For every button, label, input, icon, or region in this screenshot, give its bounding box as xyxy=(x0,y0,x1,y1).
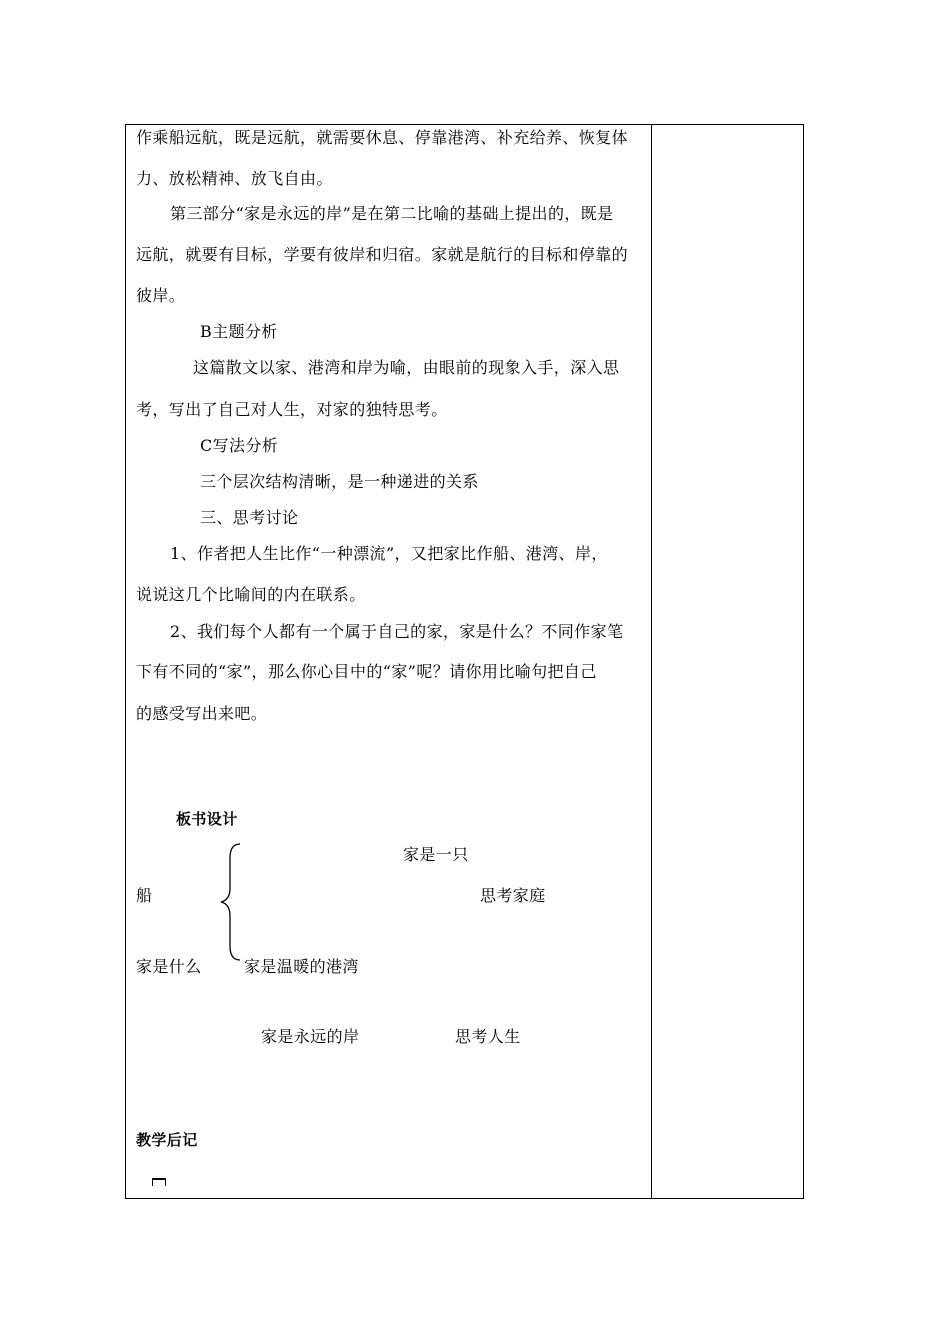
board-think-life: 思考人生 xyxy=(455,1027,521,1046)
board-shore: 家是永远的岸 xyxy=(261,1027,360,1046)
text-line: 说说这几个比喻间的内在联系。 xyxy=(136,585,366,604)
section-heading: B主题分析 xyxy=(200,322,278,341)
board-boat: 船 xyxy=(136,886,153,905)
curly-brace-icon xyxy=(218,842,248,962)
board-what-is-home: 家是什么 xyxy=(136,957,202,976)
text-line: 力、放松精神、放飞自由。 xyxy=(136,169,333,188)
column-divider xyxy=(651,124,652,1199)
afterword-heading: 教学后记 xyxy=(136,1131,198,1149)
text-line: 第三部分“家是永远的岸”是在第二比喻的基础上提出的，既是 xyxy=(170,204,614,223)
text-line: 的感受写出来吧。 xyxy=(136,704,268,723)
section-heading: 三、思考讨论 xyxy=(200,508,299,527)
board-think-family: 思考家庭 xyxy=(480,886,546,905)
board-harbor: 家是温暖的港湾 xyxy=(244,957,359,976)
page-fragment-mark xyxy=(152,1178,166,1186)
text-line: 三个层次结构清晰，是一种递进的关系 xyxy=(200,472,479,491)
text-line: 作乘船远航，既是远航，就需要休息、停靠港湾、补充给养、恢复体 xyxy=(136,128,629,147)
question-1: 1、作者把人生比作“一种漂流”，又把家比作船、港湾、岸， xyxy=(170,544,608,563)
text-line: 这篇散文以家、港湾和岸为喻，由眼前的现象入手，深入思 xyxy=(193,358,620,377)
text-line: 考，写出了自己对人生，对家的独特思考。 xyxy=(136,400,448,419)
text-line: 下有不同的“家”，那么你心目中的“家”呢？请你用比喻句把自己 xyxy=(136,662,597,681)
text-line: 彼岸。 xyxy=(136,286,186,305)
board-home-a: 家是一只 xyxy=(403,845,469,864)
text-line: 远航，就要有目标，学要有彼岸和归宿。家就是航行的目标和停靠的 xyxy=(136,245,629,264)
board-design-heading: 板书设计 xyxy=(176,810,238,828)
question-2: 2、我们每个人都有一个属于自己的家，家是什么？不同作家笔 xyxy=(170,622,624,641)
section-heading: C写法分析 xyxy=(200,436,279,455)
